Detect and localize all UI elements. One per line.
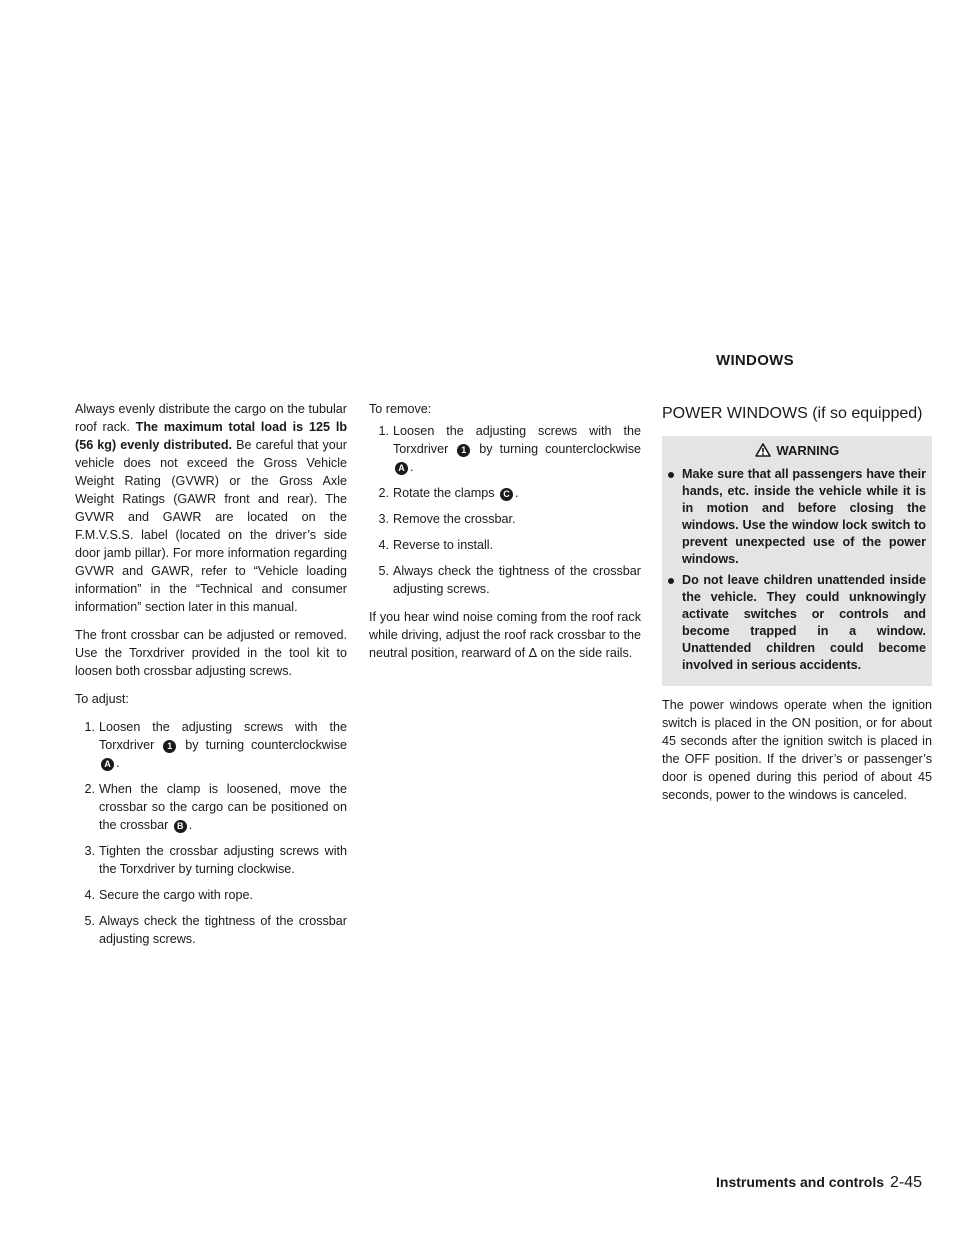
step-number: 1. xyxy=(378,424,389,438)
cargo-load-paragraph xyxy=(75,400,347,616)
remove-label: To remove: xyxy=(369,402,432,416)
step-text: . xyxy=(515,486,519,500)
list-item xyxy=(668,572,926,674)
step-number: 4. xyxy=(378,538,389,552)
column-1 xyxy=(75,400,347,958)
step-text: Reverse to install. xyxy=(393,538,494,552)
step-number: 5. xyxy=(84,914,95,928)
column-3 xyxy=(662,404,932,814)
warning-box xyxy=(662,436,932,686)
step-text: Remove the crossbar. xyxy=(393,512,516,526)
step-number: 2. xyxy=(378,486,389,500)
list-item xyxy=(369,422,641,476)
adjust-steps xyxy=(75,718,347,948)
step-text: by turning counterclockwise xyxy=(479,442,641,456)
warning-list xyxy=(668,466,926,674)
warning-header xyxy=(668,442,926,460)
subsection-title: POWER WINDOWS (if so equipped) xyxy=(662,405,923,422)
callout-marker: 1 xyxy=(457,444,470,457)
step-number: 4. xyxy=(84,888,95,902)
step-number: 1. xyxy=(84,720,95,734)
step-number: 3. xyxy=(84,844,95,858)
warning-text: Do not leave children unattended inside the vehicle. They could unknowingly activate switches or controls and become trapped in a window. Unattended children could become involved in serious accidents. xyxy=(682,573,926,672)
list-item xyxy=(75,912,347,948)
warning-icon xyxy=(755,443,771,457)
bullet-icon xyxy=(668,578,674,584)
text: on the side rails. xyxy=(540,646,633,660)
page-footer xyxy=(716,1173,922,1192)
callout-marker: A xyxy=(395,462,408,475)
step-text: Rotate the clamps xyxy=(393,486,495,500)
step-text: . xyxy=(188,818,193,832)
step-text: Secure the cargo with rope. xyxy=(99,888,254,902)
text: If you hear wind noise coming from the roof rack while driving, adjust the roof rack crossbar to the neutral position, rearward of xyxy=(369,610,641,660)
step-text: by turning counterclockwise xyxy=(185,738,347,752)
text: Always evenly distribute the cargo on the tubular roof rack. xyxy=(75,402,347,434)
power-windows-paragraph: The power windows operate when the ignition switch is placed in the ON position, or for about 45 seconds after the ignition switch is placed in the OFF position. If the driver’s or passenger’s door is opened during this period of about 45 seconds, power to the windows is canceled. xyxy=(662,698,932,802)
wind-noise-paragraph xyxy=(369,608,641,662)
list-item xyxy=(75,718,347,772)
crossbar-paragraph: The front crossbar can be adjusted or removed. Use the Torxdriver provided in the tool kit to loosen both crossbar adjusting screws. xyxy=(75,628,347,678)
page-number: 2-45 xyxy=(890,1174,923,1191)
footer-section-title: Instruments and controls xyxy=(716,1174,885,1190)
callout-marker: A xyxy=(101,758,114,771)
list-item xyxy=(668,466,926,568)
step-text: Tighten the crossbar adjusting screws with the Torxdriver by turning clockwise. xyxy=(99,844,347,876)
step-text: Loosen the adjusting screws with the Torxdriver xyxy=(393,424,641,456)
adjust-label: To adjust: xyxy=(75,692,129,706)
warning-title: WARNING xyxy=(776,443,840,458)
max-load-warning: The maximum total load is 125 lb (56 kg) evenly distributed. xyxy=(75,420,348,452)
step-number: 3. xyxy=(378,512,389,526)
list-item xyxy=(75,842,347,878)
list-item xyxy=(369,510,641,528)
delta-symbol: ∆ xyxy=(528,645,538,660)
callout-marker: B xyxy=(174,820,187,833)
bullet-icon xyxy=(668,472,674,478)
list-item xyxy=(369,562,641,598)
step-text: Always check the tightness of the crossbar adjusting screws. xyxy=(393,564,641,596)
remove-steps xyxy=(369,422,641,598)
step-text: Loosen the adjusting screws with the Torxdriver xyxy=(99,720,347,752)
step-text: Always check the tightness of the crossbar adjusting screws. xyxy=(99,914,347,946)
step-text: . xyxy=(410,460,414,474)
step-text: . xyxy=(116,756,120,770)
list-item xyxy=(369,536,641,554)
column-2 xyxy=(369,400,641,672)
list-item xyxy=(75,780,347,834)
list-item xyxy=(369,484,641,502)
list-item xyxy=(75,886,347,904)
step-number: 5. xyxy=(378,564,389,578)
warning-text: Make sure that all passengers have their hands, etc. inside the vehicle while it is in motion and before closing the windows. Use the window lock switch to prevent unexpected use of the power windows. xyxy=(682,467,926,566)
section-title: WINDOWS xyxy=(716,352,794,369)
callout-marker: C xyxy=(500,488,513,501)
callout-marker: 1 xyxy=(163,740,176,753)
text: Be careful that your vehicle does not exceed the Gross Vehicle Weight Rating (GVWR) or the Gross Axle Weight Ratings (GAWR front and rear). The GVWR and GAWR are located on the F.M.V.S.S. label (located on the driver’s side door jamb pillar). For more information regarding GVWR and GAWR, refer to “Vehicle loading information” in the “Technical and consumer information” section later in this manual. xyxy=(75,438,347,614)
step-number: 2. xyxy=(84,782,95,796)
step-text: When the clamp is loosened, move the crossbar so the cargo can be positioned on the crossbar xyxy=(99,782,347,832)
